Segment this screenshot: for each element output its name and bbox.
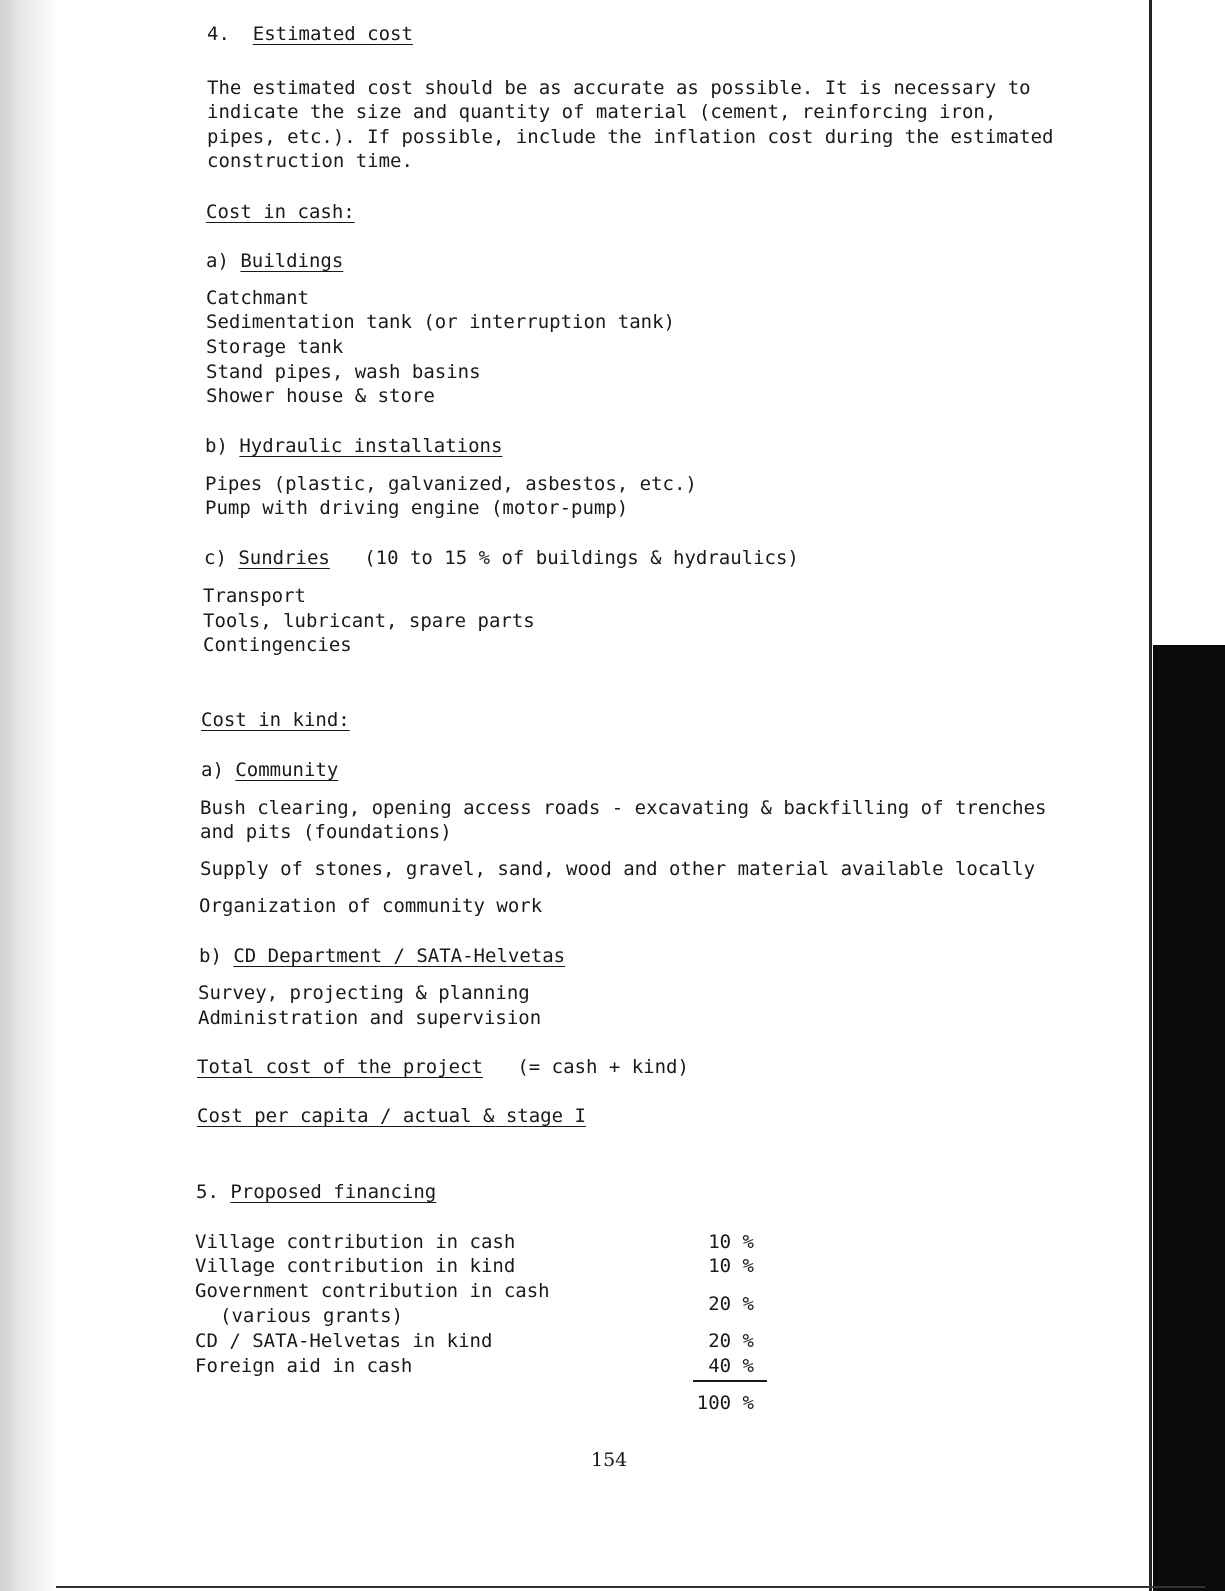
sundries-item: Contingencies bbox=[203, 634, 352, 656]
financing-row-label: CD / SATA-Helvetas in kind bbox=[195, 1330, 493, 1352]
section-5-heading bbox=[196, 1180, 436, 1205]
page-number: 154 bbox=[591, 1449, 628, 1471]
buildings-heading bbox=[206, 249, 343, 274]
financing-row-value: 10 % bbox=[708, 1255, 754, 1277]
community-title: Community bbox=[235, 759, 339, 781]
cost-in-kind-heading: Cost in kind: bbox=[201, 709, 350, 731]
cd-department-title: CD Department / SATA-Helvetas bbox=[233, 945, 566, 967]
section-5-title: Proposed financing bbox=[230, 1181, 437, 1203]
total-cost-line bbox=[197, 1055, 689, 1080]
financing-row-label: Village contribution in kind bbox=[195, 1255, 516, 1277]
buildings-item: Storage tank bbox=[206, 336, 344, 358]
intro-line-3: pipes, etc.). If possible, include the inflation cost during the estimated bbox=[207, 126, 1054, 148]
total-cost-label: Total cost of the project bbox=[197, 1056, 483, 1078]
community-letter: a) bbox=[201, 759, 224, 781]
community-item: Supply of stones, gravel, sand, wood and other material available locally bbox=[200, 858, 1036, 880]
buildings-item: Shower house & store bbox=[206, 385, 435, 407]
section-5-number: 5. bbox=[196, 1181, 219, 1203]
intro-line-1: The estimated cost should be as accurate as possible. It is necessary to bbox=[207, 77, 1031, 99]
buildings-item: Catchmant bbox=[206, 287, 309, 309]
scan-bottom-edge bbox=[56, 1586, 1205, 1588]
cd-department-letter: b) bbox=[199, 945, 222, 967]
scan-left-edge bbox=[0, 0, 60, 1591]
community-item: Bush clearing, opening access roads - excavating & backfilling of trenches bbox=[200, 797, 1047, 819]
financing-row-value: 20 % bbox=[708, 1293, 754, 1315]
cd-department-item: Survey, projecting & planning bbox=[198, 982, 530, 1004]
financing-row-label: Government contribution in cash bbox=[195, 1280, 550, 1302]
financing-row-label: Foreign aid in cash bbox=[195, 1355, 413, 1377]
cost-per-capita: Cost per capita / actual & stage I bbox=[197, 1105, 586, 1127]
intro-line-4: construction time. bbox=[207, 150, 413, 172]
sum-rule bbox=[693, 1380, 767, 1382]
sundries-title: Sundries bbox=[238, 547, 330, 569]
cd-department-heading bbox=[199, 944, 565, 969]
community-item: and pits (foundations) bbox=[200, 821, 452, 843]
scan-right-edge bbox=[1149, 0, 1225, 1591]
buildings-title: Buildings bbox=[240, 250, 344, 272]
section-4-heading bbox=[207, 22, 413, 47]
section-4-number: 4. bbox=[207, 23, 230, 45]
buildings-item: Sedimentation tank (or interruption tank) bbox=[206, 311, 675, 333]
cost-in-cash-heading: Cost in cash: bbox=[206, 201, 355, 223]
sundries-heading bbox=[204, 546, 799, 571]
community-item: Organization of community work bbox=[199, 895, 543, 917]
hydraulic-item: Pipes (plastic, galvanized, asbestos, etc.) bbox=[205, 473, 697, 495]
hydraulic-title: Hydraulic installations bbox=[239, 435, 503, 457]
financing-row-value: 20 % bbox=[708, 1330, 754, 1352]
financing-total: 100 % bbox=[696, 1392, 754, 1414]
hydraulic-item: Pump with driving engine (motor-pump) bbox=[205, 497, 629, 519]
sundries-note: (10 to 15 % of buildings & hydraulics) bbox=[364, 547, 799, 569]
financing-row-value: 10 % bbox=[708, 1231, 754, 1253]
financing-row-value: 40 % bbox=[708, 1355, 754, 1377]
hydraulic-letter: b) bbox=[205, 435, 228, 457]
section-4-title: Estimated cost bbox=[252, 23, 413, 45]
sundries-item: Transport bbox=[203, 585, 306, 607]
financing-row-label: Village contribution in cash bbox=[195, 1231, 516, 1253]
total-cost-note: (= cash + kind) bbox=[517, 1056, 689, 1078]
sundries-letter: c) bbox=[204, 547, 227, 569]
financing-row-sublabel: (various grants) bbox=[220, 1305, 404, 1327]
buildings-letter: a) bbox=[206, 250, 229, 272]
intro-line-2: indicate the size and quantity of material (cement, reinforcing iron, bbox=[207, 101, 997, 123]
sundries-item: Tools, lubricant, spare parts bbox=[203, 610, 535, 632]
buildings-item: Stand pipes, wash basins bbox=[206, 361, 481, 383]
community-heading bbox=[201, 758, 338, 783]
hydraulic-heading bbox=[205, 434, 502, 459]
cd-department-item: Administration and supervision bbox=[198, 1007, 542, 1029]
